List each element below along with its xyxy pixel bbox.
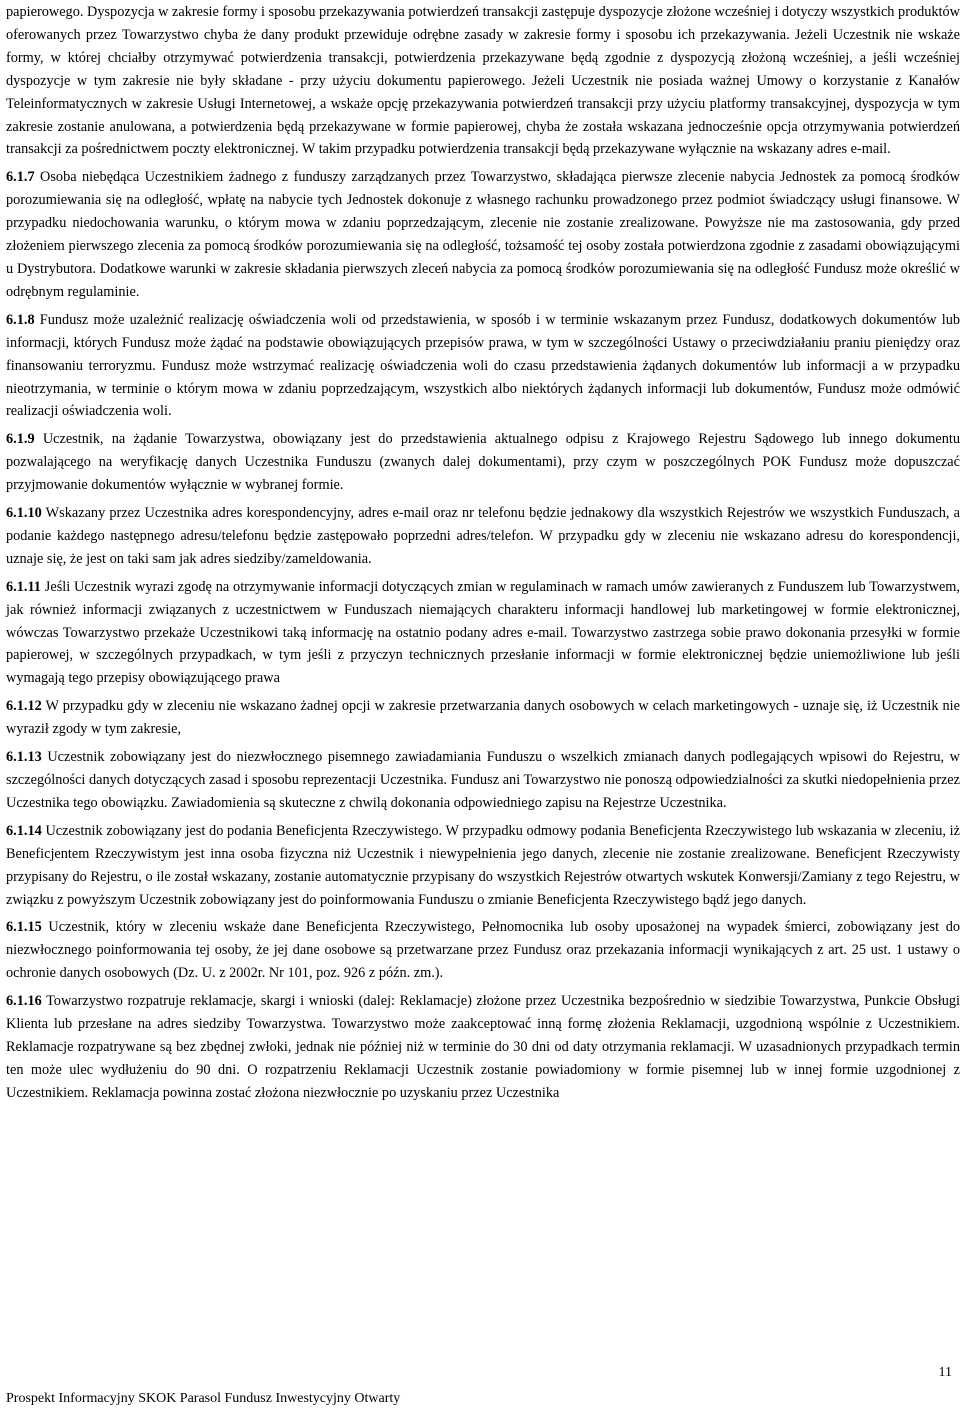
paragraph-continuation xyxy=(6,1,960,161)
paragraph-number: 6.1.11 xyxy=(6,578,41,595)
paragraph-text: Wskazany przez Uczestnika adres korespondencyjny, adres e-mail oraz nr telefonu będzie jednakowy dla wszystkich Rejestrów we wszystkich Funduszach, a podanie każdego następnego adresu/telefonu będzie zastępowało poprzedni adres/telefon. W przypadku gdy w zleceniu nie wskazano adresu do korespondencji, uznaje się, że jest on taki sam jak adres siedziby/zameldowania. xyxy=(6,505,960,567)
paragraph-number: 6.1.15 xyxy=(6,919,42,936)
paragraph-number: 6.1.10 xyxy=(6,505,42,522)
paragraph-text: Uczestnik zobowiązany jest do niezwłocznego pisemnego zawiadamiania Funduszu o wszelkich zmianach danych podlegających wpisowi do Rejestru, w szczególności danych dotyczących zasad i sposobu reprezentacji Uczestnika. Fundusz ani Towarzystwo nie ponoszą odpowiedzialności za skutki niedopełnienia przez Uczestnika tego obowiązku. Zawiadomienia są skuteczne z chwilą dokonania odpowiedniego zapisu na Rejestrze Uczestnika. xyxy=(6,749,960,811)
paragraph-6-1-14 xyxy=(6,820,960,912)
document-body xyxy=(6,1,960,1105)
paragraph-number: 6.1.13 xyxy=(6,749,42,766)
paragraph-6-1-11 xyxy=(6,576,960,691)
paragraph-text: W przypadku gdy w zleceniu nie wskazano żadnej opcji w zakresie przetwarzania danych osobowych w celach marketingowych - uznaje się, iż Uczestnik nie wyraził zgody w tym zakresie, xyxy=(6,698,960,738)
page-footer: Prospekt Informacyjny SKOK Parasol Fundusz Inwestycyjny Otwarty xyxy=(6,1391,401,1406)
paragraph-text: Fundusz może uzależnić realizację oświadczenia woli od przedstawienia, w sposób i w terminie wskazanym przez Fundusz, dodatkowych dokumentów lub informacji, których Fundusz może żądać na podstawie obowiązujących przepisów prawa, w tym w szczególności Ustawy o przeciwdziałaniu praniu pieniędzy oraz finansowaniu terroryzmu. Fundusz może wstrzymać realizację oświadczenia woli do czasu przedstawienia żądanych dokumentów lub informacji a w przypadku nieotrzymania, w terminie o którym mowa w zdaniu poprzedzającym, wszystkich albo niektórych żądanych informacji lub dokumentów, Fundusz może odmówić realizacji oświadczenia woli. xyxy=(6,311,960,420)
paragraph-number: 6.1.12 xyxy=(6,698,42,715)
paragraph-number: 6.1.9 xyxy=(6,431,35,448)
paragraph-number: 6.1.16 xyxy=(6,993,42,1010)
paragraph-6-1-13 xyxy=(6,746,960,815)
paragraph-6-1-16 xyxy=(6,990,960,1105)
paragraph-text: Uczestnik zobowiązany jest do podania Beneficjenta Rzeczywistego. W przypadku odmowy podania Beneficjenta Rzeczywistego lub wskazania w zleceniu, iż Beneficjentem Rzeczywistym jest inna osoba fizyczna niż Uczestnik i niewypełnienia jego danych, zlecenie nie zostanie zrealizowane. Beneficjent Rzeczywisty przypisany do Rejestru, o ile został wskazany, zostanie automatycznie przypisany do wszystkich Rejestrów otwartych wskutek Konwersji/Zamiany z tego Rejestru, w związku z powyższym Uczestnik zobowiązany jest do poinformowania Funduszu o zmianie Beneficjenta Rzeczywistego bądź jego danych. xyxy=(6,822,960,908)
paragraph-6-1-7 xyxy=(6,166,960,303)
paragraph-text: Jeśli Uczestnik wyrazi zgodę na otrzymywanie informacji dotyczących zmian w regulaminach w ramach umów zawieranych z Funduszem lub Towarzystwem, jak również informacji związanych z uczestnictwem w Funduszach niemających charakteru informacji handlowej lub marketingowej w formie elektronicznej, wówczas Towarzystwo przekaże Uczestnikowi taką informację na ostatnio podany adres e-mail. Towarzystwo zastrzega sobie prawo dokonania przesyłki w formie papierowej, w szczególnych przypadkach, w tym jeśli z przyczyn technicznych przesłanie informacji w formie elektronicznej będzie uniemożliwione lub jeśli wymagają tego przepisy obowiązującego prawa xyxy=(6,578,960,687)
paragraph-text: Towarzystwo rozpatruje reklamacje, skargi i wnioski (dalej: Reklamacje) złożone przez Uczestnika bezpośrednio w siedzibie Towarzystwa, Punkcie Obsługi Klienta lub przesłane na adres siedziby Towarzystwa. Towarzystwo może zaakceptować inną formę złożenia Reklamacji, uzgodnioną wspólnie z Uczestnikiem. Reklamacje rozpatrywane są bez zbędnej zwłoki, jednak nie później niż w terminie do 30 dni od daty otrzymania reklamacji. W uzasadnionych przypadkach termin ten może ulec wydłużeniu do 90 dni. O rozpatrzeniu Reklamacji Uczestnik zostanie powiadomiony w formie pisemnej lub w innej formie uzgodnionej z Uczestnikiem. Reklamacja powinna zostać złożona niezwłocznie po uzyskaniu przez Uczestnika xyxy=(6,993,960,1101)
paragraph-text: Uczestnik, który w zleceniu wskaże dane Beneficjenta Rzeczywistego, Pełnomocnika lub osoby uposażonej na wypadek śmierci, zobowiązany jest do niezwłocznego poinformowania tej osoby, że jej dane osobowe są przetwarzane przez Fundusz oraz przekazania informacji wynikających z art. 25 ust. 1 ustawy o ochronie danych osobowych (Dz. U. z 2002r. Nr 101, poz. 926 z późn. zm.). xyxy=(6,919,960,982)
paragraph-6-1-9 xyxy=(6,428,960,497)
paragraph-text: Osoba niebędąca Uczestnikiem żadnego z funduszy zarządzanych przez Towarzystwo, składająca pierwsze zlecenie nabycia Jednostek za pomocą środków porozumiewania się na odległość, wpłatę na nabycie tych Jednostek dokonuje z własnego rachunku prowadzonego przez podmiot świadczący usługi finansowe. W przypadku niedochowania warunku, o którym mowa w zdaniu poprzedzającym, zlecenie nie zostanie zrealizowane. Powyższe nie ma zastosowania, gdy przed złożeniem pierwszego zlecenia za pomocą środków porozumiewania się na odległość, tożsamość tej osoby została potwierdzona zgodnie z zasadami obowiązującymi u Dystrybutora. Dodatkowe warunki w zakresie składania pierwszych zleceń nabycia za pomocą środków porozumiewania się na odległość Fundusz może określić w odrębnym regulaminie. xyxy=(6,169,960,300)
paragraph-number: 6.1.14 xyxy=(6,822,42,839)
paragraph-6-1-10 xyxy=(6,502,960,571)
paragraph-6-1-8 xyxy=(6,309,960,424)
paragraph-6-1-15 xyxy=(6,916,960,985)
paragraph-text: Uczestnik, na żądanie Towarzystwa, obowiązany jest do przedstawienia aktualnego odpisu z Krajowego Rejestru Sądowego lub innego dokumentu pozwalającego na weryfikację danych Uczestnika Funduszu (zwanych dalej dokumentami), przy czym w poszczególnych POK Fundusz może dopuszczać przyjmowanie dokumentów wyłącznie w wybranej formie. xyxy=(6,431,960,494)
paragraph-6-1-12 xyxy=(6,695,960,741)
paragraph-number: 6.1.8 xyxy=(6,311,35,328)
paragraph-text: papierowego. Dyspozycja w zakresie formy i sposobu przekazywania potwierdzeń transakcji zastępuje dyspozycje złożone wcześniej i dotyczy wszystkich produktów oferowanych przez Towarzystwo chyba że dany produkt przewiduje odrębne zasady w zakresie formy i sposobu ich przekazywania. Jeżeli Uczestnik nie wskaże formy, w której chciałby otrzymywać potwierdzenia transakcji, potwierdzenia przekazywane będą zgodnie z dyspozycją złożoną wcześniej, a jeśli wcześniej dyspozycje w tym zakresie nie były składane - przy użyciu dokumentu papierowego. Jeżeli Uczestnik nie posiada ważnej Umowy o korzystanie z Kanałów Teleinformatycznych w zakresie Usługi Internetowej, a wskaże opcję przekazywania potwierdzeń transakcji przy użyciu platformy transakcyjnej, dyspozycja w tym zakresie zostanie anulowana, a potwierdzenia będą przekazywane w formie papierowej, chyba że została wskazana jednocześnie opcja otrzymywania potwierdzeń transakcji za pośrednictwem poczty elektronicznej. W takim przypadku potwierdzenia transakcji będą przekazywane wyłącznie na wskazany adres e-mail. xyxy=(6,4,960,158)
page-number: 11 xyxy=(938,1365,952,1380)
paragraph-number: 6.1.7 xyxy=(6,169,35,186)
